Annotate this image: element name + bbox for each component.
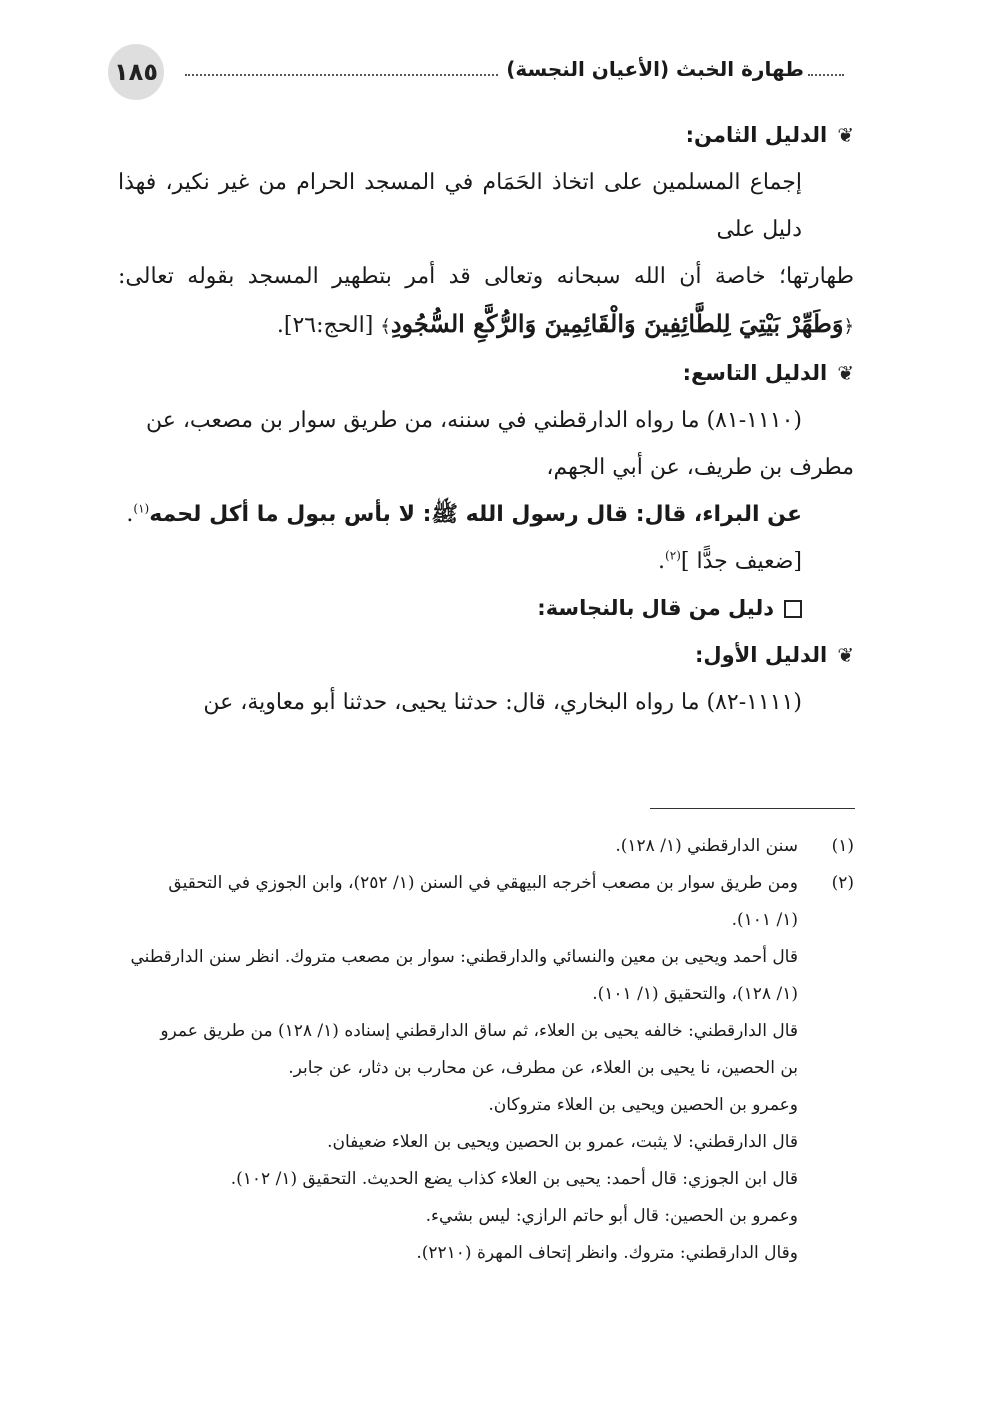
leaf-icon: ❦ [837, 361, 854, 385]
paragraph-line: إجماع المسلمين على اتخاذ الحَمَام في المسجد الحرام من غير نكير، فهذا دليل على [118, 170, 802, 242]
heading-eighth-evidence: ❦ الدليل الثامن: [118, 112, 854, 159]
hadith-grade: [ضعيف جدًّا ]$^{(٢)}$. [658, 548, 802, 574]
footnote-line: وقال الدارقطني: متروك. وانظر إتحاف المهرة (٢٢١٠). [416, 1243, 798, 1263]
checkbox-square-icon [784, 600, 802, 618]
paragraph-line: مطرف بن طريف، عن أبي الجهم، [546, 455, 854, 480]
footnote-line: بن الحصين، نا يحيى بن العلاء، عن مطرف، عن محارب بن دثار، عن جابر. [288, 1058, 798, 1078]
footnote-line: (١/ ١٢٨)، والتحقيق (١/ ١٠١). [592, 984, 798, 1004]
heading-ninth-evidence: ❦ الدليل التاسع: [118, 350, 854, 397]
footnote-line: وعمرو بن الحصين: قال أبو حاتم الرازي: ليس بشيء. [425, 1206, 798, 1226]
paragraph-line: (١١١٠-٨١) ما رواه الدارقطني في سننه، من طريق سوار بن مصعب، عن [145, 408, 802, 433]
quran-open-bracket: ﴿ [843, 316, 854, 337]
footnote-ref-2: (٢) [665, 548, 681, 563]
footnote-line: وعمرو بن الحصين ويحيى بن العلاء متروكان. [488, 1095, 798, 1115]
footnote-line: قال الدارقطني: خالفه يحيى بن العلاء، ثم ساق الدارقطني إسناده (١/ ١٢٨) من طريق عمرو [160, 1021, 798, 1041]
quran-verse: وَطَهِّرْ بَيْتِيَ لِلطَّائِفِينَ وَالْقَائِمِينَ وَالرُّكَّعِ السُّجُودِ [390, 309, 844, 338]
section-heading: دليل من قال بالنجاسة: [118, 585, 854, 632]
leaf-icon: ❦ [837, 643, 854, 667]
quran-reference: [الحج:٢٦]. [276, 313, 374, 338]
main-text [118, 112, 854, 726]
page-number: ١٨٥ [108, 44, 164, 100]
hadith-text: عن البراء، قال: قال رسول الله ﷺ: لا بأس ببول ما أكل لحمه$^{(١)}$. [126, 501, 802, 527]
header-dotted-leader-left [185, 62, 498, 76]
paragraph-line: (١١١١-٨٢) ما رواه البخاري، قال: حدثنا يحيى، حدثنا أبو معاوية، عن [203, 690, 802, 715]
running-header [185, 52, 844, 86]
footnote-line: قال الدارقطني: لا يثبت، عمرو بن الحصين ويحيى بن العلاء ضعيفان. [327, 1132, 798, 1152]
footnote-line: (١/ ١٠١). [731, 910, 798, 930]
running-title: طهارة الخبث (الأعيان النجسة) [506, 57, 804, 81]
footnotes [118, 828, 854, 1272]
footnote-ref-1: (١) [133, 501, 150, 516]
paragraph-line: طهارتها؛ خاصة أن الله سبحانه وتعالى قد أمر بتطهير المسجد بقوله تعالى: ﴿وَطَهِّرْ بَيْتِيَ لِلطَّائِفِينَ وَالْقَائِمِينَ وَالرُّكَّعِ السُّجُودِ﴾ [الحج:٢٦]. [118, 264, 854, 338]
footnote-2: (٢) ومن طريق سوار بن مصعب أخرجه البيهقي في السنن (١/ ٢٥٢)، وابن الجوزي في التحقيق [168, 873, 854, 893]
quran-close-bracket: ﴾ [380, 316, 391, 337]
footnote-line: قال أحمد ويحيى بن معين والنسائي والدارقطني: سوار بن مصعب متروك. انظر سنن الدارقطني [130, 947, 798, 967]
heading-first-evidence: ❦ الدليل الأول: [118, 632, 854, 679]
footnote-1: (١) سنن الدارقطني (١/ ١٢٨). [615, 836, 854, 856]
footnote-line: قال ابن الجوزي: قال أحمد: يحيى بن العلاء كذاب يضع الحديث. التحقيق (١/ ١٠٢). [230, 1169, 798, 1189]
header-dotted-leader-right [808, 62, 844, 76]
leaf-icon: ❦ [837, 123, 854, 147]
footnote-separator [650, 808, 855, 809]
